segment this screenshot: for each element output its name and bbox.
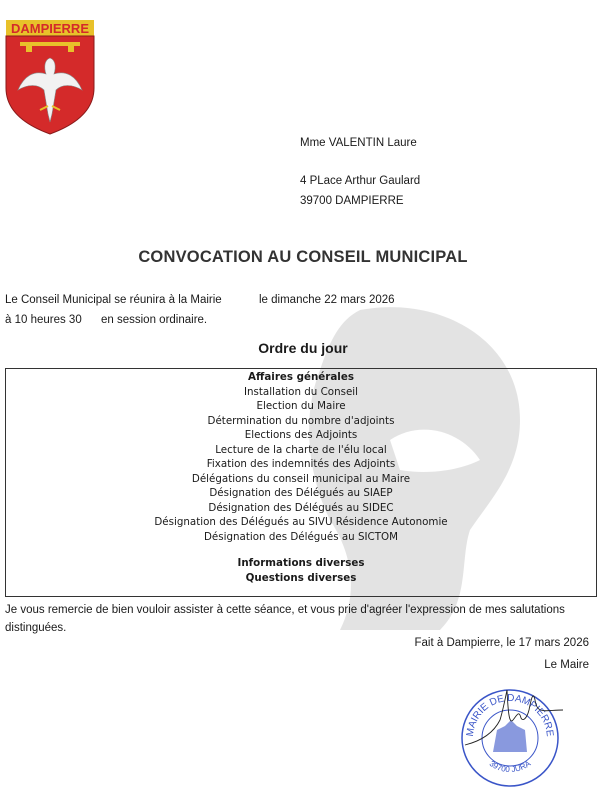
agenda-item: Détermination du nombre d'adjoints: [207, 414, 395, 427]
agenda-section-informations: Informations diverses: [237, 557, 365, 569]
closing-line2: distinguées.: [5, 622, 67, 634]
stamp-top-text: MAIRIE DE DAMPIERRE: [464, 692, 556, 738]
agenda-item: Désignation des Délégués au SIVU Résidence Autonomie: [154, 516, 448, 528]
intro-session: en session ordinaire.: [101, 314, 208, 326]
agenda-item: Désignation des Délégués au SICTOM: [203, 530, 398, 543]
agenda-item: Installation du Conseil: [243, 385, 359, 398]
agenda-item: Election du Maire: [256, 400, 346, 412]
agenda-section-general: Affaires générales: [248, 371, 354, 383]
stamp-bottom-text: 39700 JURA: [487, 758, 533, 775]
agenda-item: Désignation des Délégués au SIAEP: [209, 487, 393, 499]
intro-date: le dimanche 22 mars 2026: [259, 294, 395, 306]
mairie-stamp: [455, 680, 565, 790]
recipient-address-line1: 4 PLace Arthur Gaulard: [300, 175, 421, 187]
agenda-section-questions: Questions diverses: [245, 571, 357, 584]
recipient-address-line2: 39700 DAMPIERRE: [300, 195, 404, 207]
recipient-name: Mme VALENTIN Laure: [300, 137, 417, 149]
municipal-crest-logo: [4, 18, 96, 136]
agenda-item: Désignation des Délégués au SIDEC: [208, 501, 394, 514]
agenda-list: [5, 370, 597, 585]
signatory-role: Le Maire: [544, 659, 589, 671]
svg-text:DAMPIERRE: DAMPIERRE: [10, 21, 90, 36]
agenda-item: Fixation des indemnités des Adjoints: [206, 458, 396, 470]
agenda-item: Délégations du conseil municipal au Maire: [191, 472, 411, 485]
place-date: Fait à Dampierre, le 17 mars 2026: [414, 637, 589, 649]
agenda-item: Elections des Adjoints: [244, 429, 358, 441]
svg-text:39700 JURA: [488, 759, 533, 775]
agenda-item: Lecture de la charte de l'élu local: [215, 443, 387, 456]
intro-location: Le Conseil Municipal se réunira à la Mairie: [5, 294, 222, 306]
agenda-heading: Ordre du jour: [258, 340, 348, 356]
document-title: CONVOCATION AU CONSEIL MUNICIPAL: [138, 248, 468, 266]
intro-time: à 10 heures 30: [5, 314, 82, 326]
closing-line1: Je vous remercie de bien vouloir assister à cette séance, et vous prie d'agréer l'expression de mes salutations: [5, 604, 565, 616]
